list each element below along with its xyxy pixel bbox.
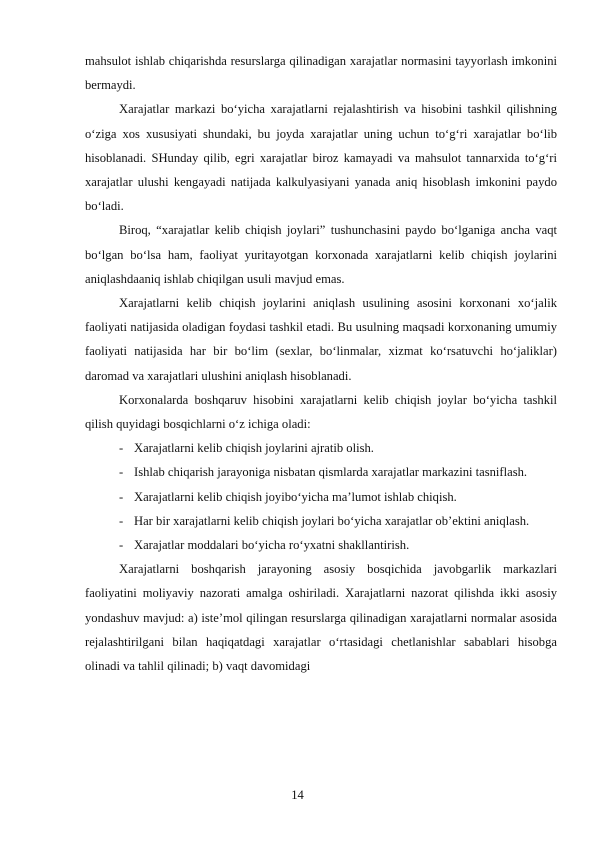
- list-item-text: Xarajatlar moddalari bo‘yicha ro‘yxatni shakllantirish.: [134, 538, 410, 553]
- bullet-dash: -: [119, 489, 124, 504]
- bullet-dash: -: [119, 465, 124, 480]
- list-item: [85, 460, 557, 484]
- page-body: [85, 49, 557, 678]
- list-item: [85, 436, 557, 460]
- paragraph-continuation: mahsulot ishlab chiqarishda resurslarga qilinadigan xarajatlar normasini tayyorlash imkonini bermaydi.: [85, 54, 557, 93]
- page-number: 14: [291, 788, 304, 802]
- bullet-dash: -: [119, 441, 124, 456]
- list-item: [85, 509, 557, 533]
- paragraph-cost-origin-concept: Biroq, “xarajatlar kelib chiqish joylari” tushunchasini paydo bo‘lganiga ancha vaqt bo‘lgan bo‘lsa ham, faoliyat yuritayotgan korxonada xarajatlarni kelib chiqish joylarini aniqlashdaaniq ishlab chiqilgan usuli mavjud emas.: [85, 223, 557, 286]
- paragraph-stages-intro: Korxonalarda boshqaruv hisobini xarajatlarni kelib chiqish joylar bo‘yicha tashkil qilish quyidagi bosqichlarni o‘z ichiga oladi:: [85, 392, 557, 432]
- paragraph-method-basis: Xarajatlarni kelib chiqish joylarini aniqlash usulining asosini korxonani xo‘jalik faoliyati natijasida oladigan foydasi tashkil etadi. Bu usulning maqsadi korxonaning umumiy faoliyati natijasida har bir bo‘lim (sexlar, bo‘linmalar, xizmat ko‘rsatuvchi ho‘jaliklar) daromad va xarajatlari ulushini aniqlash hisoblanadi.: [85, 296, 557, 383]
- list-item-text: Xarajatlarni kelib chiqish joyibo‘yicha ma’lumot ishlab chiqish.: [134, 489, 457, 504]
- bullet-dash: -: [119, 513, 124, 528]
- list-item: [85, 533, 557, 557]
- list-item-text: Xarajatlarni kelib chiqish joylarini ajratib olish.: [134, 441, 374, 456]
- list-item-text: Ishlab chiqarish jarayoniga nisbatan qismlarda xarajatlar markazini tasniflash.: [134, 465, 528, 480]
- bullet-dash: -: [119, 538, 124, 553]
- list-item-text: Har bir xarajatlarni kelib chiqish joylari bo‘yicha xarajatlar ob’ektini aniqlash.: [134, 513, 530, 528]
- paragraph-cost-control: Xarajatlarni boshqarish jarayoning asosiy bosqichida javobgarlik markazlari faoliyatini moliyaviy nazorati amalga oshiriladi. Xarajatlarni nazorat qilishda ikki asosiy yondashuv mavjud: a) iste’mol qilingan resurslarga qilinadigan xarajatlarni normalar asosida rejalashtirilgani bilan haqiqatdagi xarajatlar o‘rtasidagi chetlanishlar sabablari hisobga olinadi va tahlil qilinadi; b) vaqt davomidagi: [85, 562, 557, 674]
- paragraph-cost-centers: Xarajatlar markazi bo‘yicha xarajatlarni rejalashtirish va hisobini tashkil qilishning o‘ziga xos xususiyati shundaki, bu joyda xarajatlar uning uchun to‘g‘ri xarajatlar bo‘lib hisoblanadi. SHunday qilib, egri xarajatlar biroz kamayadi va mahsulot tannarxida to‘g‘ri xarajatlar ulushi kengayadi natijada kalkulyasiyani yanada aniq hisoblash imkonini paydo bo‘ladi.: [85, 102, 557, 214]
- list-item: [85, 485, 557, 509]
